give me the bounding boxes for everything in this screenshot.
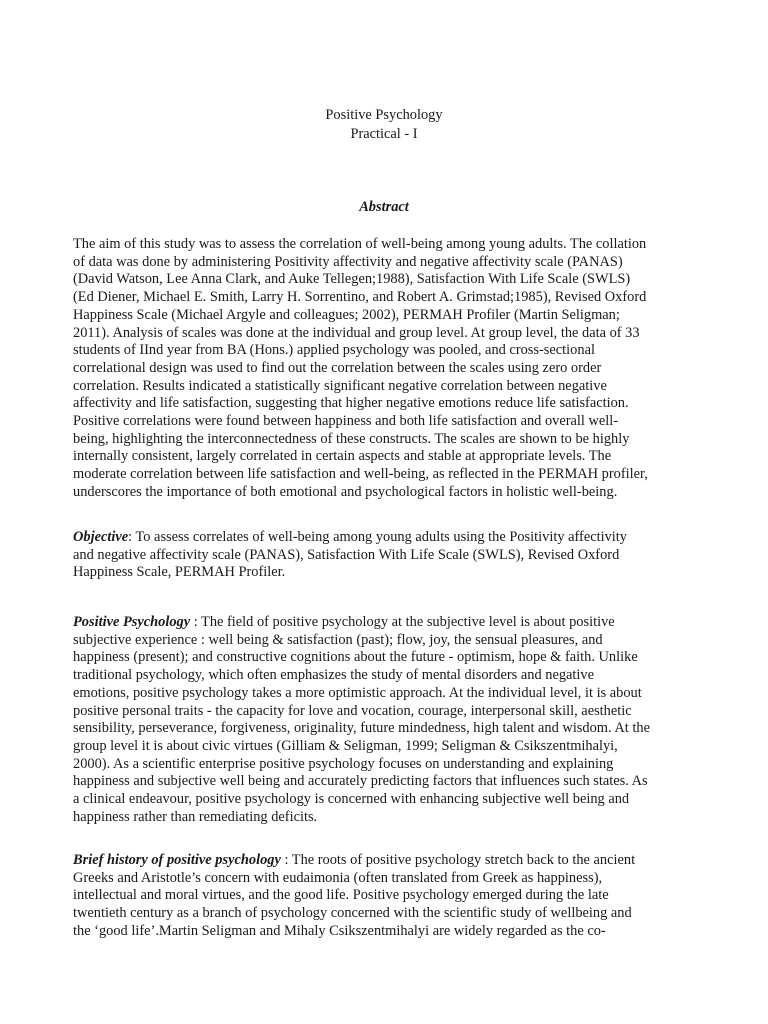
brief-history-label: Brief history of positive psychology: [73, 852, 281, 868]
text-line: students of IInd year from BA (Hons.) applied psychology was pooled, and cross-sectional: [73, 342, 595, 359]
text-line: being, highlighting the interconnectedness of these constructs. The scales are shown to be highly: [73, 430, 630, 447]
text-line: internally consistent, largely correlated in certain aspects and stable at appropriate levels. The: [73, 448, 612, 465]
objective-label: Objective: [73, 529, 129, 545]
text-line: underscores the importance of both emotional and psychological factors in holistic well-being.: [73, 483, 618, 500]
brief-history-text: : The roots of positive psychology stretch back to the ancient: [280, 852, 636, 868]
text-line: Happiness Scale (Michael Argyle and colleagues; 2002), PERMAH Profiler (Martin Seligman;: [73, 306, 620, 323]
text-line: of data was done by administering Positivity affectivity and negative affectivity scale (PANAS): [73, 253, 623, 270]
text-line: subjective experience : well being & satisfaction (past); flow, joy, the sensual pleasures, and: [73, 631, 603, 648]
positive-psychology-text: : The field of positive psychology at the subjective level is about positive: [190, 614, 615, 630]
text-line: [73, 614, 699, 632]
text-line: twentieth century as a branch of psychology concerned with the scientific study of wellbeing and: [73, 905, 632, 922]
text-line: happiness rather than remediating deficits.: [73, 808, 318, 825]
text-line: correlation. Results indicated a statistically significant negative correlation between negative: [73, 377, 607, 394]
objective-text: : To assess correlates of well-being among young adults using the Positivity affectivity: [128, 529, 627, 545]
positive-psychology-paragraph: [73, 614, 699, 826]
text-line: and negative affectivity scale (PANAS), Satisfaction With Life Scale (SWLS), Revised Oxford: [73, 546, 620, 563]
text-line: the ‘good life’.Martin Seligman and Mihaly Csikszentmihalyi are widely regarded as the co-: [73, 922, 606, 939]
text-line: Positive correlations were found between happiness and both life satisfaction and overall well-: [73, 413, 619, 430]
text-line: a clinical endeavour, positive psychology is concerned with enhancing subjective well being and: [73, 791, 630, 808]
text-line: positive personal traits - the capacity for love and vocation, courage, interpersonal skill, aesthetic: [73, 702, 632, 719]
text-line: Greeks and Aristotle’s concern with eudaimonia (often translated from Greek as happiness),: [73, 869, 603, 886]
positive-psychology-label: Positive Psychology: [73, 614, 191, 630]
objective-paragraph: [73, 529, 699, 582]
text-line: [73, 852, 699, 870]
text-line: Happiness Scale, PERMAH Profiler.: [73, 564, 286, 581]
page-subtitle: Practical - I: [350, 126, 418, 142]
text-line: 2000). As a scientific enterprise positive psychology focuses on understanding and explaining: [73, 755, 614, 772]
text-line: The aim of this study was to assess the correlation of well-being among young adults. The collation: [73, 236, 647, 252]
text-line: (David Watson, Lee Anna Clark, and Auke Tellegen;1988), Satisfaction With Life Scale (SWLS): [73, 271, 631, 288]
title-block: [0, 106, 768, 144]
text-line: [73, 529, 699, 547]
page-title: Positive Psychology: [325, 107, 443, 123]
text-line: traditional psychology, which often emphasizes the study of mental disorders and negative: [73, 667, 594, 684]
text-line: happiness and subjective well being and accurately predicting factors that influences such states. As: [73, 773, 648, 790]
text-line: 2011). Analysis of scales was done at the individual and group level. At group level, the data of 33: [73, 324, 640, 341]
text-line: correlational design was used to find out the correlation between the scales using zero order: [73, 359, 602, 376]
text-line: group level it is about civic virtues (Gilliam & Seligman, 1999; Seligman & Csikszentmihalyi,: [73, 737, 618, 754]
text-line: affectivity and life satisfaction, suggesting that higher negative emotions reduce life satisfaction.: [73, 395, 629, 412]
text-line: (Ed Diener, Michael E. Smith, Larry H. Sorrentino, and Robert A. Grimstad;1985), Revised Oxford: [73, 289, 647, 306]
abstract-paragraph: [73, 236, 699, 502]
text-line: moderate correlation between life satisfaction and well-being, as reflected in the PERMAH profiler,: [73, 466, 648, 483]
brief-history-paragraph: [73, 852, 699, 941]
abstract-heading: Abstract: [359, 199, 409, 215]
text-line: emotions, positive psychology takes a more optimistic approach. At the individual level, it is about: [73, 684, 642, 701]
text-line: sensibility, perseverance, forgiveness, originality, future mindedness, high talent and wisdom. At the: [73, 720, 650, 737]
text-line: intellectual and moral virtues, and the good life. Positive psychology emerged during the late: [73, 887, 609, 904]
text-line: happiness (present); and constructive cognitions about the future - optimism, hope & faith. Unlike: [73, 649, 638, 666]
